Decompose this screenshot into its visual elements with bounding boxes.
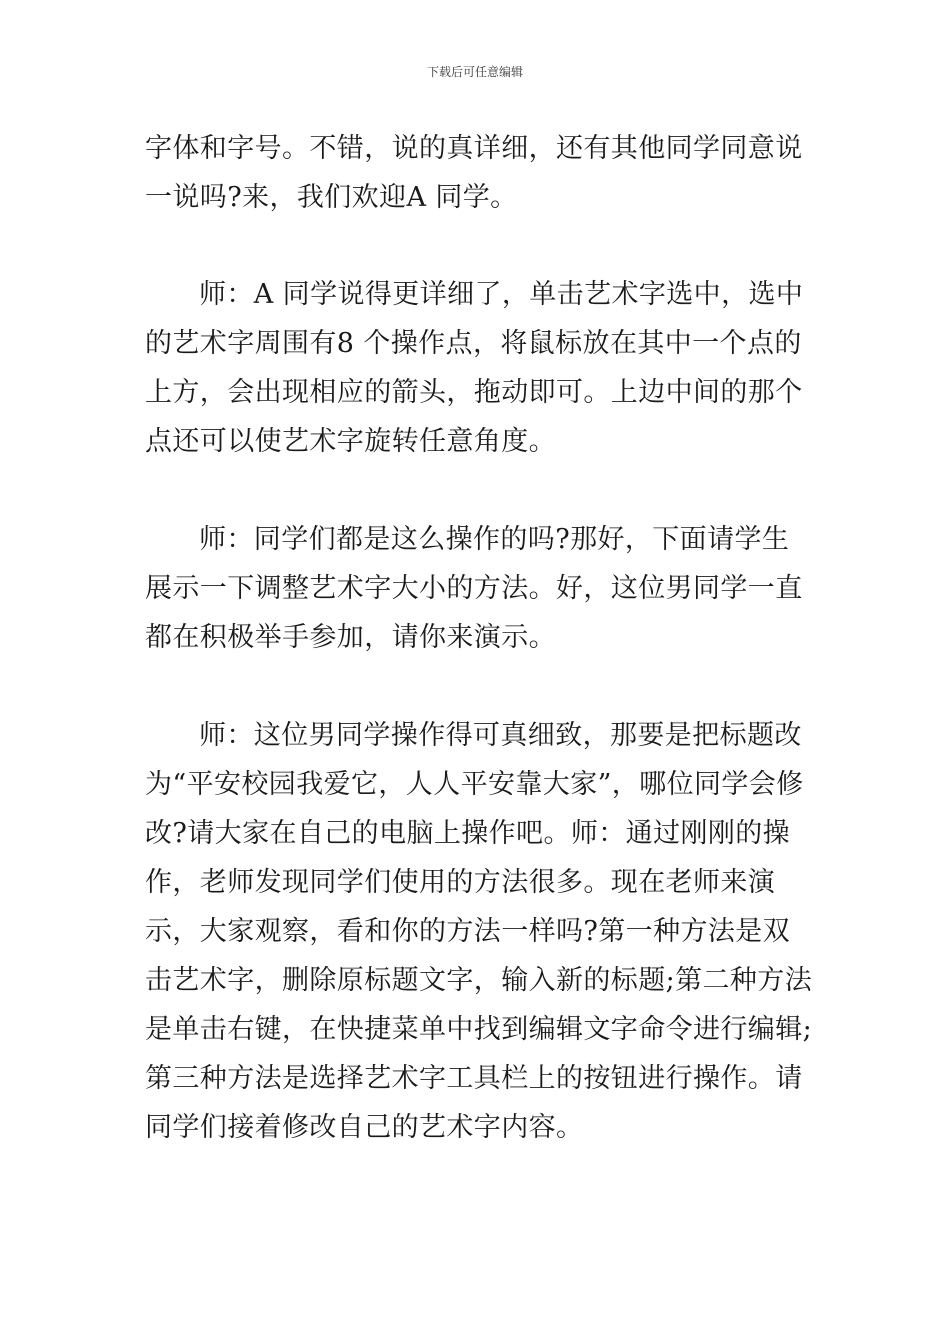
paragraph-continuation: 字体和字号。不错，说的真详细，还有其他同学同意说一说吗?来，我们欢迎A 同学。 <box>145 133 803 213</box>
document-body <box>145 124 815 1152</box>
paragraph-teacher-art-text-selection: 师：A 同学说得更详细了，单击艺术字选中，选中的艺术字周围有8 个操作点，将鼠标放在其中一个点的上方，会出现相应的箭头，拖动即可。上边中间的那个点还可以使艺术字旋转任意角度。 <box>145 279 804 457</box>
paragraph-teacher-edit-methods: 师：这位男同学操作得可真细致，那要是把标题改为“平安校园我爱它，人人平安靠大家”，哪位同学会修改?请大家在自己的电脑上操作吧。师：通过刚刚的操作，老师发现同学们使用的方法很多。现在老师来演示，大家观察，看和你的方法一样吗?第一种方法是双击艺术字，删除原标题文字，输入新的标题;第二种方法是单击右键，在快捷菜单中找到编辑文字命令进行编辑;第三种方法是选择艺术字工具栏上的按钮进行操作。请同学们接着修改自己的艺术字内容。 <box>145 720 813 1143</box>
paragraph-teacher-resize-demo: 师：同学们都是这么操作的吗?那好，下面请学生展示一下调整艺术字大小的方法。好，这位男同学一直都在积极举手参加，请你来演示。 <box>145 524 803 653</box>
page-header: 下载后可任意编辑 <box>426 65 523 79</box>
